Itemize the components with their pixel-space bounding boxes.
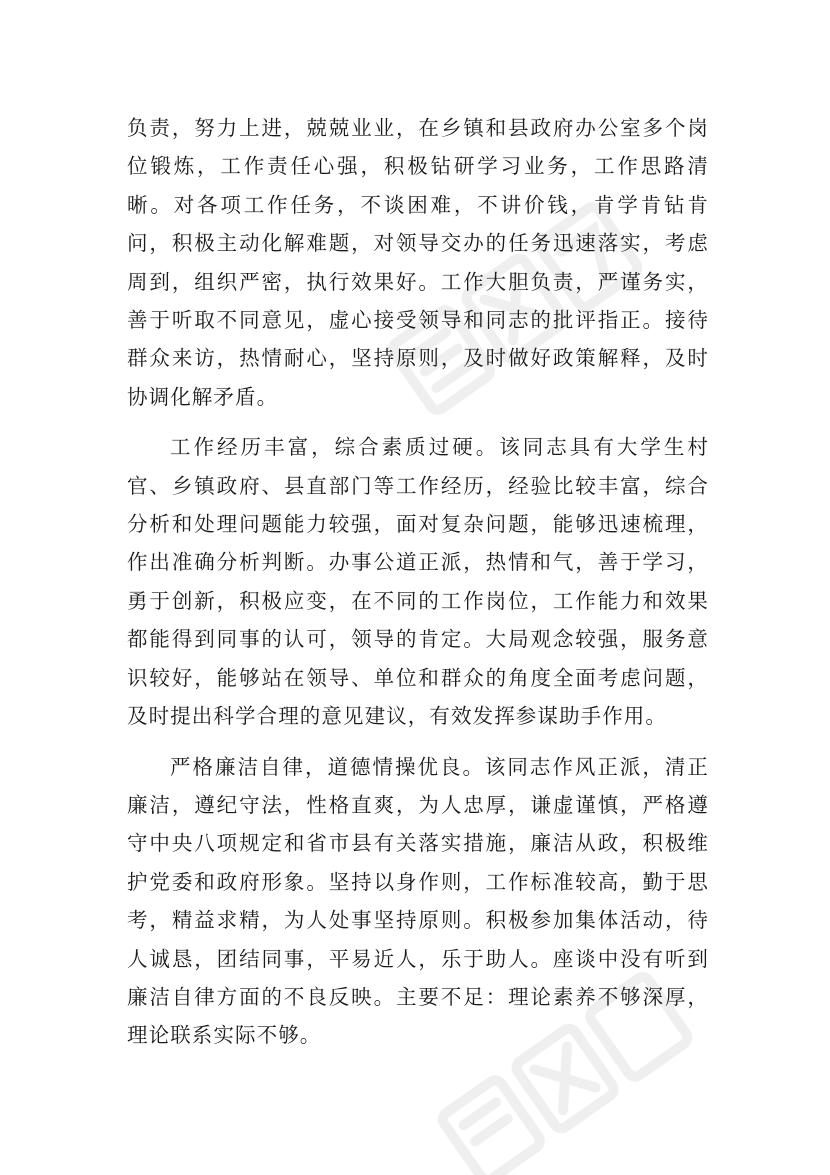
paragraph-3: 严格廉洁自律，道德情操优良。该同志作风正派，清正廉洁，遵纪守法，性格直爽，为人忠厚，谦虚谨慎，严格遵守中央八项规定和省市县有关落实措施，廉洁从政，积极维护党委和政府形象。坚持以身作则，工作标准较高，勤于思考，精益求精，为人处事坚持原则。积极参加集体活动，待人诚恳，团结同事，平易近人，乐于助人。座谈中没有听到廉洁自律方面的不良反映。主要不足：理论素养不够深厚，理论联系实际不够。 bbox=[127, 754, 709, 1048]
paragraph-1: 负责，努力上进，兢兢业业，在乡镇和县政府办公室多个岗位锻炼，工作责任心强，积极钻研学习业务，工作思路清晰。对各项工作任务，不谈困难，不讲价钱，肯学肯钻肯问，积极主动化解难题，对领导交办的任务迅速落实，考虑周到，组织严密，执行效果好。工作大胆负责，严谨务实，善于听取不同意见，虚心接受领导和同志的批评指正。接待群众来访，热情耐心，坚持原则，及时做好政策解释，及时协调化解矛盾。 bbox=[127, 116, 709, 409]
document-body bbox=[127, 109, 709, 1055]
paragraph-2: 工作经历丰富，综合素质过硬。该同志具有大学生村官、乡镇政府、县直部门等工作经历，经验比较丰富，综合分析和处理问题能力较强，面对复杂问题，能够迅速梳理，作出准确分析判断。办事公道正派，热情和气，善于学习，勇于创新，积极应变，在不同的工作岗位，工作能力和效果都能得到同事的认可，领导的肯定。大局观念较强，服务意识较好，能够站在领导、单位和群众的角度全面考虑问题，及时提出科学合理的意见建议，有效发挥参谋助手作用。 bbox=[127, 435, 709, 729]
